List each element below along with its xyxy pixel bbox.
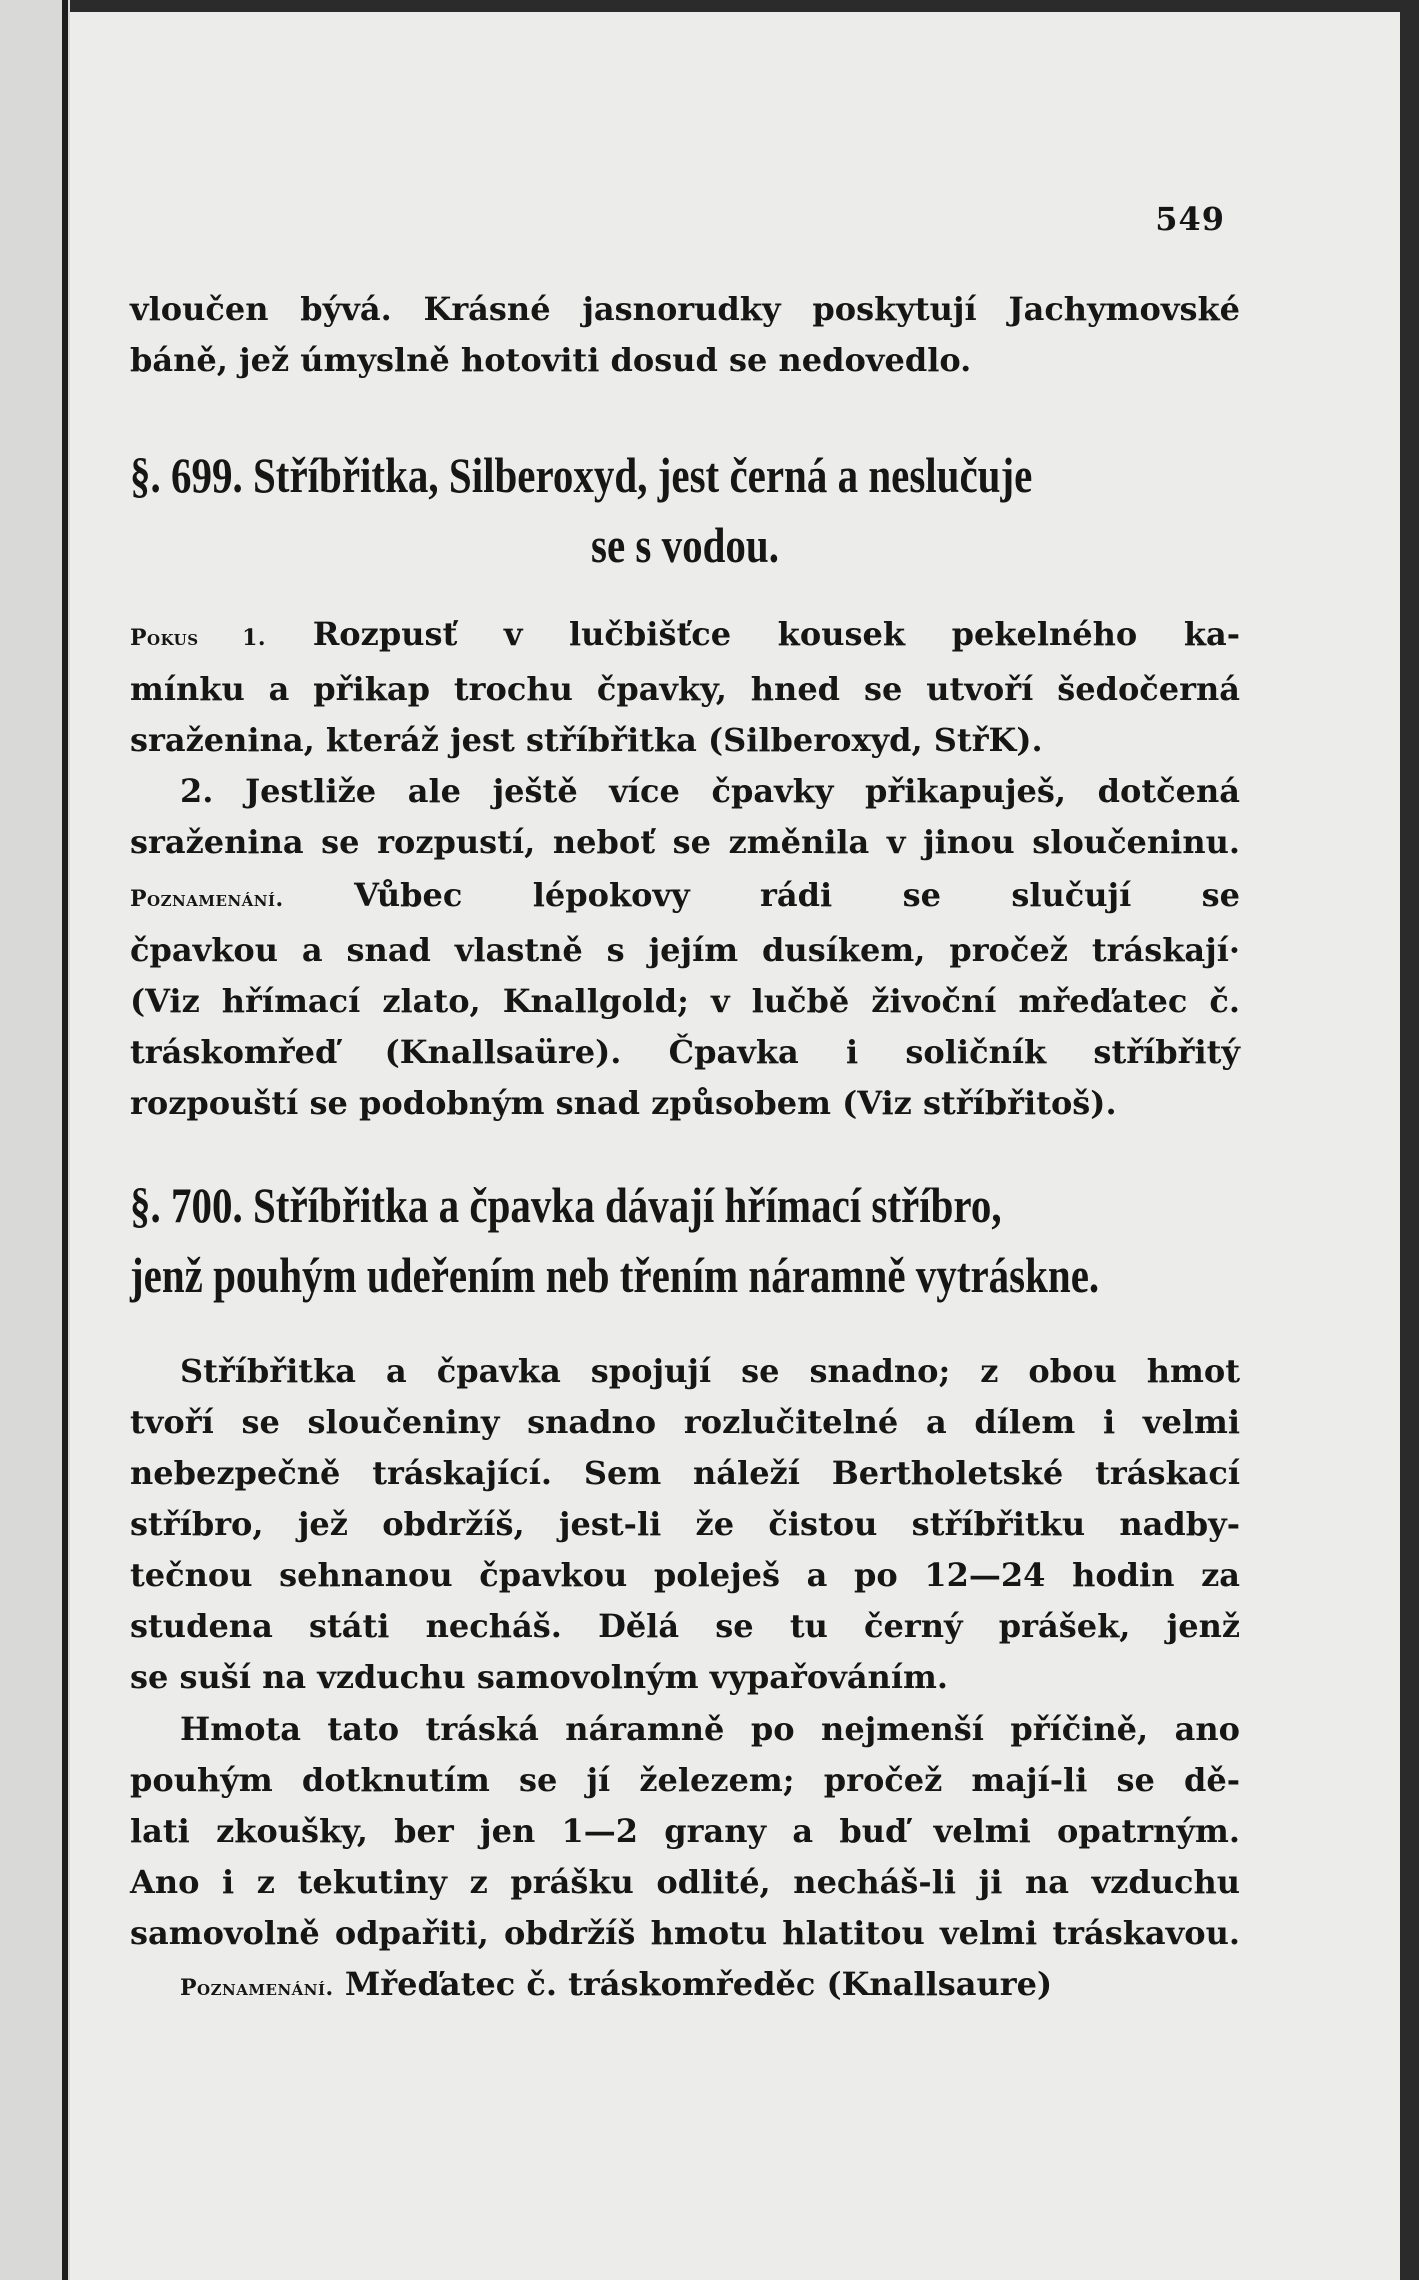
text-line: stříbro, jež obdržíš, jest-li že čistou stříbřitku nadby- xyxy=(130,1505,1240,1543)
text-line: 2. Jestliže ale ještě více čpavky přikapuješ, dotčená xyxy=(180,772,1240,810)
section-699-note xyxy=(130,870,1240,1129)
heading-line: jenž pouhým udeřením neb třením náramně vytráskne. xyxy=(130,1247,1100,1303)
page-number: 549 xyxy=(1155,200,1225,238)
section-700-heading xyxy=(130,1170,1240,1310)
pokus-label: Pokus 1. xyxy=(130,625,267,651)
text-line: tráskomřeď (Knallsaüre). Čpavka i soličník stříbřitý xyxy=(130,1033,1240,1071)
text-span: Vůbec lépokovy rádi se slučují se xyxy=(354,876,1241,914)
text-line: pouhým dotknutím se jí železem; pročež mají-li se dě- xyxy=(130,1761,1240,1799)
book-page xyxy=(70,12,1400,2280)
text-line: báně, jež úmyslně hotoviti dosud se nedovedlo. xyxy=(130,341,972,379)
text-line: samovolně odpařiti, obdržíš hmotu hlatitou velmi tráskavou. xyxy=(130,1914,1240,1952)
text-line xyxy=(130,870,1240,925)
section-699-experiment xyxy=(130,609,1240,868)
text-line: (Viz hřímací zlato, Knallgold; v lučbě živoční mřeďatec č. xyxy=(130,982,1240,1020)
section-700-paragraph-1 xyxy=(130,1346,1240,1703)
note-label: Poznamenání. xyxy=(130,886,284,912)
text-line: Stříbřitka a čpavka spojují se snadno; z obou hmot xyxy=(180,1352,1240,1390)
heading-line: §. 700. Stříbřitka a čpavka dávají hřímací stříbro, xyxy=(130,1177,1002,1233)
text-line: sraženina se rozpustí, neboť se změnila v jinou sloučeninu. xyxy=(130,823,1240,861)
text-line: lati zkoušky, ber jen 1—2 grany a buď velmi opatrným. xyxy=(130,1812,1240,1850)
text-line: nebezpečně tráskající. Sem náleží Bertholetské tráskací xyxy=(130,1454,1240,1492)
text-line: Hmota tato tráská náramně po nejmenší příčině, ano xyxy=(180,1710,1240,1748)
text-line: tečnou sehnanou čpavkou poleješ a po 12—24 hodin za xyxy=(130,1556,1240,1594)
text-line: vloučen bývá. Krásné jasnorudky poskytují Jachymovské xyxy=(130,290,1240,328)
text-line: sraženina, kteráž jest stříbřitka (Silberoxyd, StřK). xyxy=(130,721,1043,759)
heading-line: se s vodou. xyxy=(591,517,779,573)
text-line: se suší na vzduchu samovolným vypařováním. xyxy=(130,1658,948,1696)
text-line: rozpouští se podobným snad způsobem (Viz stříbřitoš). xyxy=(130,1084,1117,1122)
text-line xyxy=(130,1959,1240,2014)
section-700-paragraph-2 xyxy=(130,1704,1240,1959)
intro-paragraph xyxy=(130,284,1240,386)
text-line: čpavkou a snad vlastně s jejím dusíkem, pročež tráskají· xyxy=(130,931,1240,969)
text-line: Ano i z tekutiny z prášku odlité, necháš-li ji na vzduchu xyxy=(130,1863,1240,1901)
text-line: studena státi necháš. Dělá se tu černý prášek, jenž xyxy=(130,1607,1240,1645)
heading-line: §. 699. Stříbřitka, Silberoxyd, jest černá a neslučuje xyxy=(130,447,1033,503)
section-700-note xyxy=(130,1959,1240,2014)
text-line: tvoří se sloučeniny snadno rozlučitelné a dílem i velmi xyxy=(130,1403,1240,1441)
text-line xyxy=(130,609,1240,664)
section-699-heading xyxy=(130,440,1240,580)
previous-page-edge xyxy=(0,0,70,2280)
text-span: Mřeďatec č. tráskomředěc (Knallsaure) xyxy=(344,1965,1053,2003)
text-span: Rozpusť v lučbišťce kousek pekelného ka- xyxy=(312,615,1241,653)
note-label: Poznamenání. xyxy=(180,1975,334,2001)
book-gutter xyxy=(62,0,68,2280)
text-line: mínku a přikap trochu čpavky, hned se utvoří šedočerná xyxy=(130,670,1240,708)
